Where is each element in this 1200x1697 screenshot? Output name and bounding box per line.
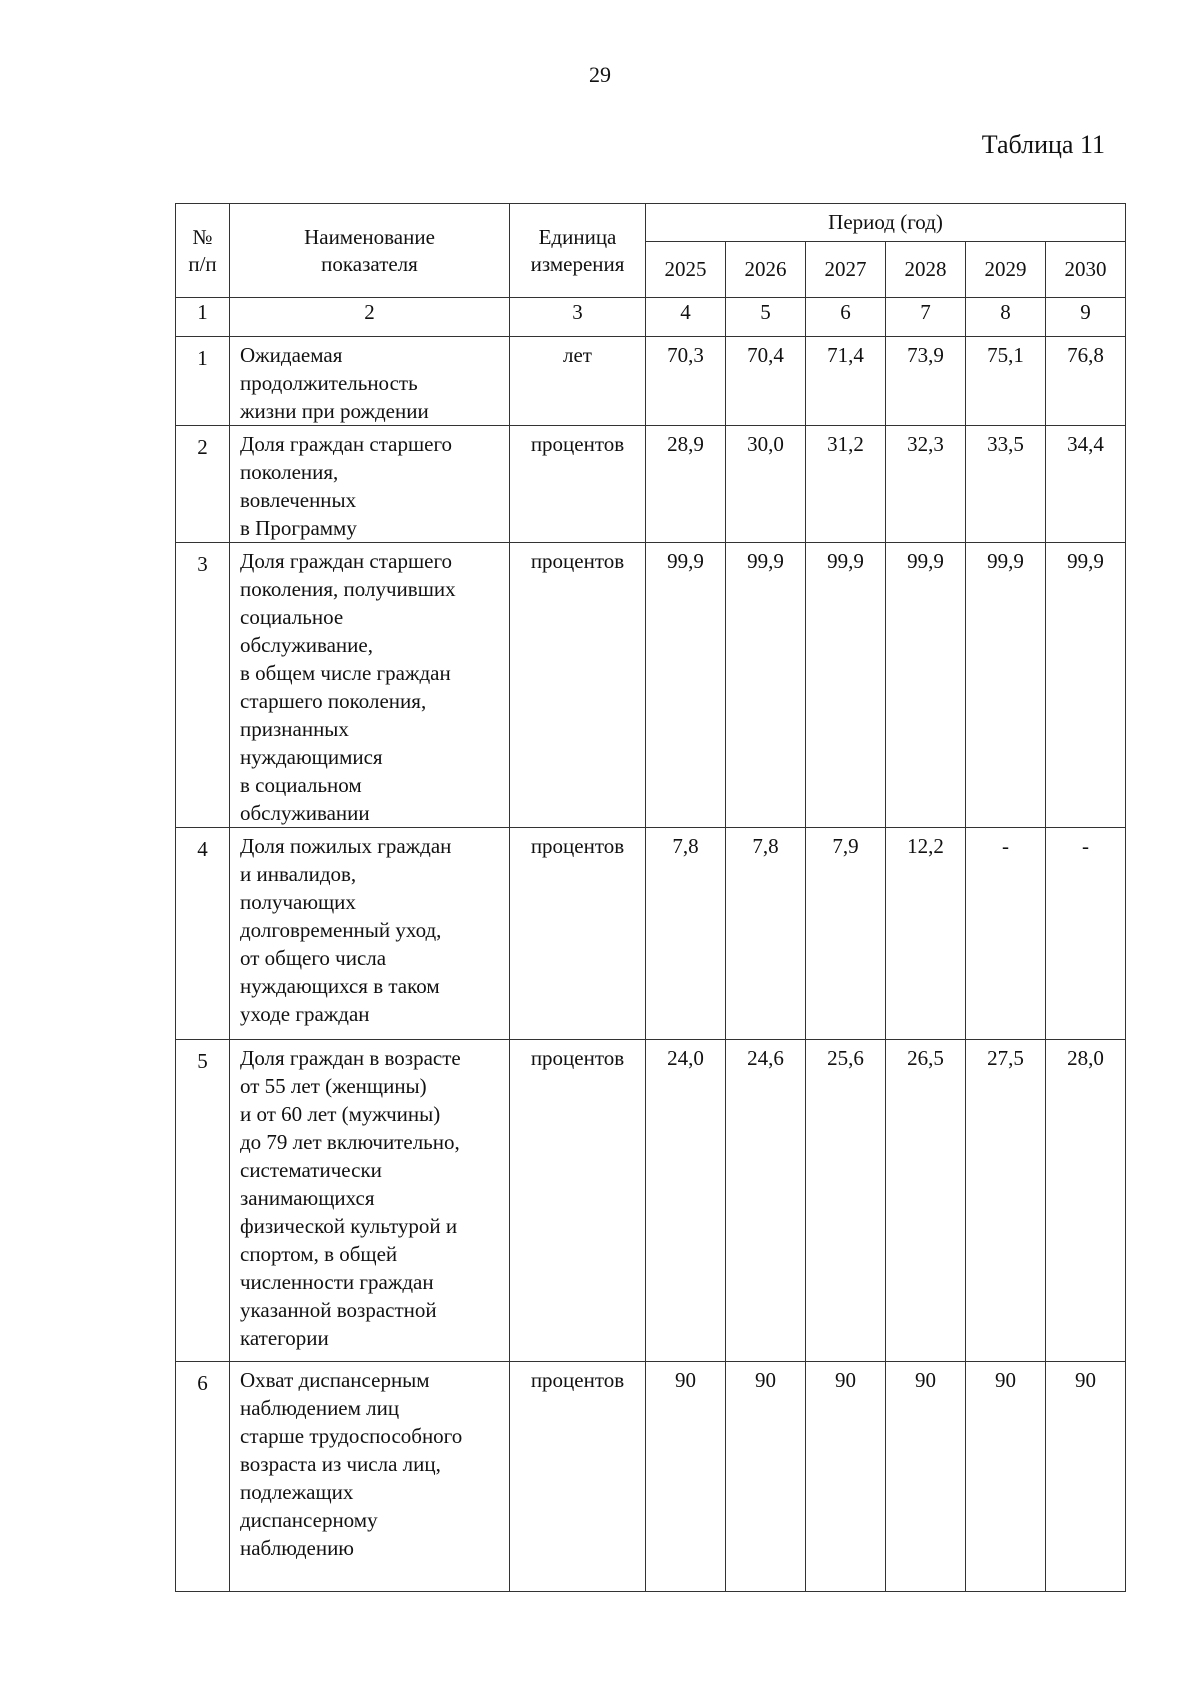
indicator-name xyxy=(230,426,510,543)
year-value: 99,9 xyxy=(646,543,726,828)
table-body xyxy=(176,298,1126,1592)
indicator-name-line: социальное xyxy=(240,605,344,629)
year-value: - xyxy=(1046,828,1126,1040)
row-number: 6 xyxy=(176,1362,230,1592)
indicator-name-line: наблюдению xyxy=(240,1536,354,1560)
row-number: 2 xyxy=(176,426,230,543)
indicator-name-line: Ожидаемая xyxy=(240,343,343,367)
indicator-name-line: жизни при рождении xyxy=(240,399,429,423)
indicator-name-line: Доля граждан старшего xyxy=(240,432,453,456)
indicator-name-line: вовлеченных xyxy=(240,488,357,512)
indicator-name-line: старше трудоспособного xyxy=(240,1424,463,1448)
indicator-name-line: и от 60 лет (мужчины) xyxy=(240,1102,441,1126)
indicator-name-line: физической культурой и xyxy=(240,1214,458,1238)
indicator-name-line: в общем числе граждан xyxy=(240,661,451,685)
unit: лет xyxy=(510,337,646,426)
year-value: 70,4 xyxy=(726,337,806,426)
indicator-name-line: занимающихся xyxy=(240,1186,375,1210)
indicator-name-line: в Программу xyxy=(240,516,357,540)
indicator-name-line: нуждающимися xyxy=(240,745,383,769)
indicator-name-line: поколения, xyxy=(240,460,339,484)
indicator-name-line: указанной возрастной xyxy=(240,1298,437,1322)
year-value: 90 xyxy=(646,1362,726,1592)
row-number: 1 xyxy=(176,337,230,426)
indicator-name xyxy=(230,337,510,426)
header-year: 2028 xyxy=(886,242,966,298)
year-value: 28,9 xyxy=(646,426,726,543)
indicator-name-line: численности граждан xyxy=(240,1270,434,1294)
indicator-name-line: признанных xyxy=(240,717,349,741)
column-index: 5 xyxy=(726,298,806,337)
indicators-table xyxy=(175,203,1126,1592)
indicator-name-line: обслуживание, xyxy=(240,633,373,657)
year-value: 90 xyxy=(806,1362,886,1592)
year-value: 33,5 xyxy=(966,426,1046,543)
indicator-name-line: Доля граждан старшего xyxy=(240,549,453,573)
year-value: 25,6 xyxy=(806,1040,886,1362)
header-year: 2027 xyxy=(806,242,886,298)
year-value: 24,0 xyxy=(646,1040,726,1362)
header-year: 2026 xyxy=(726,242,806,298)
column-index: 9 xyxy=(1046,298,1126,337)
indicator-name-line: от 55 лет (женщины) xyxy=(240,1074,427,1098)
table-row xyxy=(176,337,1126,426)
year-value: 24,6 xyxy=(726,1040,806,1362)
year-value: 99,9 xyxy=(806,543,886,828)
column-index: 2 xyxy=(230,298,510,337)
year-value: 32,3 xyxy=(886,426,966,543)
year-value: 28,0 xyxy=(1046,1040,1126,1362)
indicator-name-line: от общего числа xyxy=(240,946,387,970)
column-index: 7 xyxy=(886,298,966,337)
indicator-name-line: систематически xyxy=(240,1158,382,1182)
indicator-name-line: Доля пожилых граждан xyxy=(240,834,452,858)
indicator-name-line: возраста из числа лиц, xyxy=(240,1452,441,1476)
header-name: Наименование показателя xyxy=(230,204,510,298)
unit: процентов xyxy=(510,1040,646,1362)
year-value: 71,4 xyxy=(806,337,886,426)
year-value: 99,9 xyxy=(1046,543,1126,828)
year-value: 99,9 xyxy=(726,543,806,828)
year-value: 70,3 xyxy=(646,337,726,426)
table-row xyxy=(176,426,1126,543)
indicator-name-line: спортом, в общей xyxy=(240,1242,398,1266)
indicator-name-line: нуждающихся в таком xyxy=(240,974,440,998)
indicator-name-line: обслуживании xyxy=(240,801,370,825)
year-value: 90 xyxy=(886,1362,966,1592)
indicator-name-line: диспансерному xyxy=(240,1508,378,1532)
year-value: - xyxy=(966,828,1046,1040)
row-number: 3 xyxy=(176,543,230,828)
indicator-name-line: до 79 лет включительно, xyxy=(240,1130,460,1154)
indicator-name-line: продолжительность xyxy=(240,371,418,395)
indicator-name-line: Охват диспансерным xyxy=(240,1368,430,1392)
indicator-name-line: наблюдением лиц xyxy=(240,1396,400,1420)
column-index: 8 xyxy=(966,298,1046,337)
column-index: 4 xyxy=(646,298,726,337)
indicator-name-line: получающих xyxy=(240,890,356,914)
header-num: № п/п xyxy=(176,204,230,298)
year-value: 73,9 xyxy=(886,337,966,426)
column-index-row xyxy=(176,298,1126,337)
indicator-name xyxy=(230,1040,510,1362)
indicator-name-line: категории xyxy=(240,1326,329,1350)
unit: процентов xyxy=(510,426,646,543)
row-number: 4 xyxy=(176,828,230,1040)
header-unit: Единица измерения xyxy=(510,204,646,298)
year-value: 7,8 xyxy=(726,828,806,1040)
year-value: 27,5 xyxy=(966,1040,1046,1362)
table-row xyxy=(176,1362,1126,1592)
year-value: 12,2 xyxy=(886,828,966,1040)
table-caption: Таблица 11 xyxy=(981,130,1105,159)
header-year: 2029 xyxy=(966,242,1046,298)
year-value: 7,9 xyxy=(806,828,886,1040)
table-row xyxy=(176,543,1126,828)
year-value: 75,1 xyxy=(966,337,1046,426)
year-value: 76,8 xyxy=(1046,337,1126,426)
unit: процентов xyxy=(510,1362,646,1592)
year-value: 30,0 xyxy=(726,426,806,543)
year-value: 90 xyxy=(726,1362,806,1592)
indicator-name-line: Доля граждан в возрасте xyxy=(240,1046,461,1070)
indicator-name-line: подлежащих xyxy=(240,1480,354,1504)
page-number: 29 xyxy=(589,62,611,87)
year-value: 26,5 xyxy=(886,1040,966,1362)
header-year: 2030 xyxy=(1046,242,1126,298)
indicator-name-line: и инвалидов, xyxy=(240,862,357,886)
indicator-name-line: долговременный уход, xyxy=(240,918,442,942)
indicator-name xyxy=(230,1362,510,1592)
year-value: 90 xyxy=(966,1362,1046,1592)
year-value: 90 xyxy=(1046,1362,1126,1592)
year-value: 99,9 xyxy=(966,543,1046,828)
header-year: 2025 xyxy=(646,242,726,298)
column-index: 3 xyxy=(510,298,646,337)
indicator-name xyxy=(230,543,510,828)
indicator-name xyxy=(230,828,510,1040)
indicator-name-line: поколения, получивших xyxy=(240,577,456,601)
table-row xyxy=(176,828,1126,1040)
row-number: 5 xyxy=(176,1040,230,1362)
year-value: 34,4 xyxy=(1046,426,1126,543)
year-value: 7,8 xyxy=(646,828,726,1040)
indicator-name-line: уходе граждан xyxy=(240,1002,370,1026)
unit: процентов xyxy=(510,543,646,828)
indicator-name-line: в социальном xyxy=(240,773,362,797)
header-period: Период (год) xyxy=(646,204,1126,242)
year-value: 99,9 xyxy=(886,543,966,828)
year-value: 31,2 xyxy=(806,426,886,543)
table-row xyxy=(176,1040,1126,1362)
column-index: 6 xyxy=(806,298,886,337)
column-index: 1 xyxy=(176,298,230,337)
indicator-name-line: старшего поколения, xyxy=(240,689,427,713)
unit: процентов xyxy=(510,828,646,1040)
